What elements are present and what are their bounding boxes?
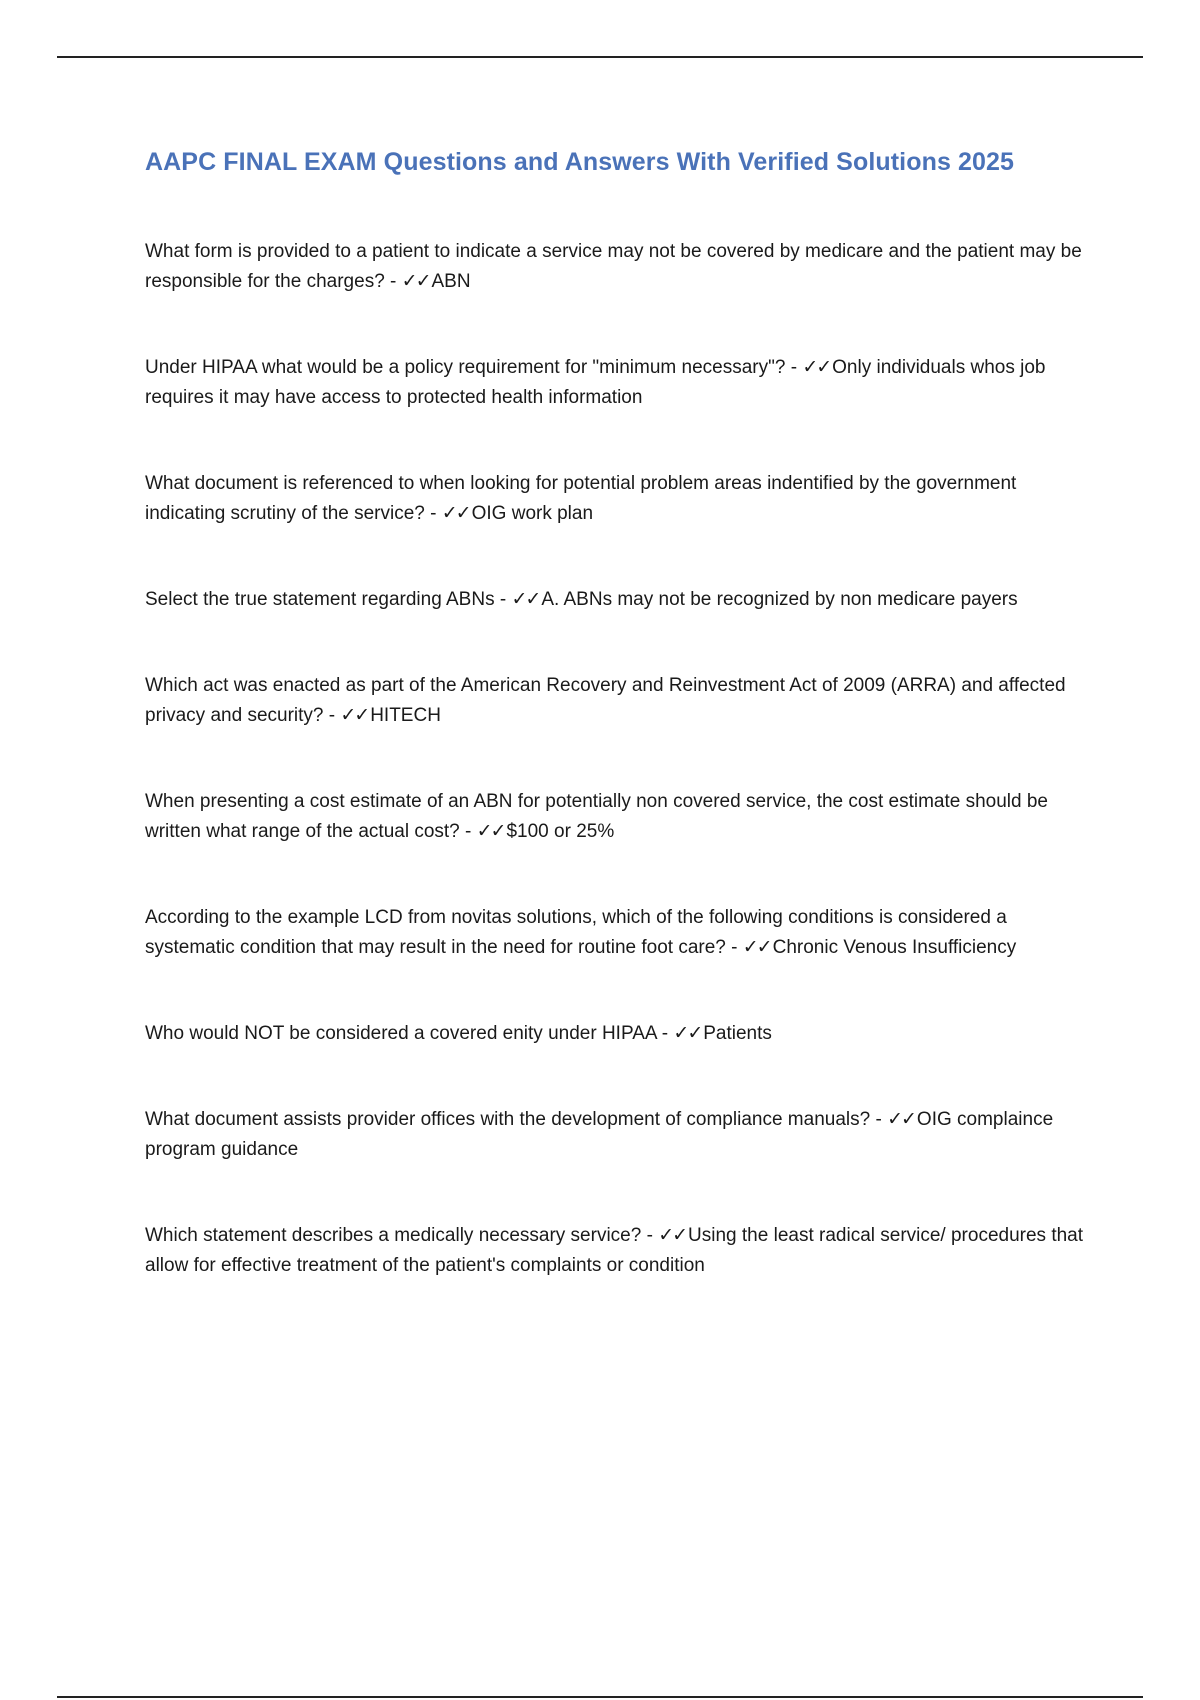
separator: - <box>424 503 442 524</box>
qa-item <box>145 787 1095 847</box>
answer-text: Using the least radical service/ procedures that allow for effective treatment of the patient's complaints or condition <box>145 1225 1084 1276</box>
double-check-icon: ✓✓ <box>887 1109 915 1130</box>
document-body <box>145 145 1095 1337</box>
separator: - <box>384 271 402 292</box>
answer-text: A. ABNs may not be recognized by non medicare payers <box>541 589 1018 610</box>
answer-text: HITECH <box>370 705 441 726</box>
separator: - <box>656 1023 674 1044</box>
question-text: What document is referenced to when looking for potential problem areas indentified by the government indicating scrutiny of the service? <box>145 473 1017 524</box>
separator: - <box>494 589 512 610</box>
separator: - <box>459 821 477 842</box>
answer-text: ABN <box>431 271 471 292</box>
question-text: Select the true statement regarding ABNs <box>145 589 495 610</box>
qa-item <box>145 353 1095 413</box>
qa-item <box>145 237 1095 297</box>
double-check-icon: ✓✓ <box>673 1023 702 1044</box>
top-rule <box>57 56 1143 58</box>
qa-item <box>145 585 1095 615</box>
document-title: AAPC FINAL EXAM Questions and Answers With Verified Solutions 2025 <box>145 148 1015 176</box>
separator: - <box>641 1225 659 1246</box>
qa-item <box>145 469 1095 529</box>
answer-text: OIG complaince program guidance <box>145 1109 1054 1160</box>
double-check-icon: ✓✓ <box>511 589 540 610</box>
question-text: Under HIPAA what would be a policy requirement for "minimum necessary"? <box>145 357 786 378</box>
question-text: What form is provided to a patient to indicate a service may not be covered by medicare and the patient may be responsible for the charges? <box>145 241 1082 292</box>
separator: - <box>323 705 341 726</box>
separator: - <box>785 357 803 378</box>
question-text: What document assists provider offices with the development of compliance manuals? <box>145 1109 871 1130</box>
qa-list <box>145 237 1095 1281</box>
double-check-icon: ✓✓ <box>401 271 430 292</box>
double-check-icon: ✓✓ <box>658 1225 687 1246</box>
qa-item <box>145 1019 1095 1049</box>
question-text: Which act was enacted as part of the American Recovery and Reinvestment Act of 2009 (ARRA) and affected privacy and security? <box>145 675 1066 726</box>
qa-item <box>145 1105 1095 1165</box>
double-check-icon: ✓✓ <box>441 503 470 524</box>
question-text: According to the example LCD from novitas solutions, which of the following conditions is considered a systematic condition that may result in the need for routine foot care? <box>145 907 1007 958</box>
answer-text: Patients <box>703 1023 772 1044</box>
answer-text: Only individuals whos job requires it may have access to protected health information <box>145 357 1046 408</box>
double-check-icon: ✓✓ <box>742 937 771 958</box>
answer-text: $100 or 25% <box>506 821 615 842</box>
double-check-icon: ✓✓ <box>340 705 369 726</box>
separator: - <box>870 1109 888 1130</box>
qa-item <box>145 671 1095 731</box>
answer-text: OIG work plan <box>471 503 594 524</box>
separator: - <box>725 937 743 958</box>
double-check-icon: ✓✓ <box>476 821 505 842</box>
bottom-rule <box>57 1696 1143 1698</box>
qa-item <box>145 903 1095 963</box>
question-text: When presenting a cost estimate of an ABN for potentially non covered service, the cost estimate should be written what range of the actual cost? <box>145 791 1048 842</box>
answer-text: Chronic Venous Insufficiency <box>772 937 1017 958</box>
question-text: Who would NOT be considered a covered enity under HIPAA <box>145 1023 657 1044</box>
double-check-icon: ✓✓ <box>802 357 831 378</box>
qa-item <box>145 1221 1095 1281</box>
question-text: Which statement describes a medically necessary service? <box>145 1225 642 1246</box>
